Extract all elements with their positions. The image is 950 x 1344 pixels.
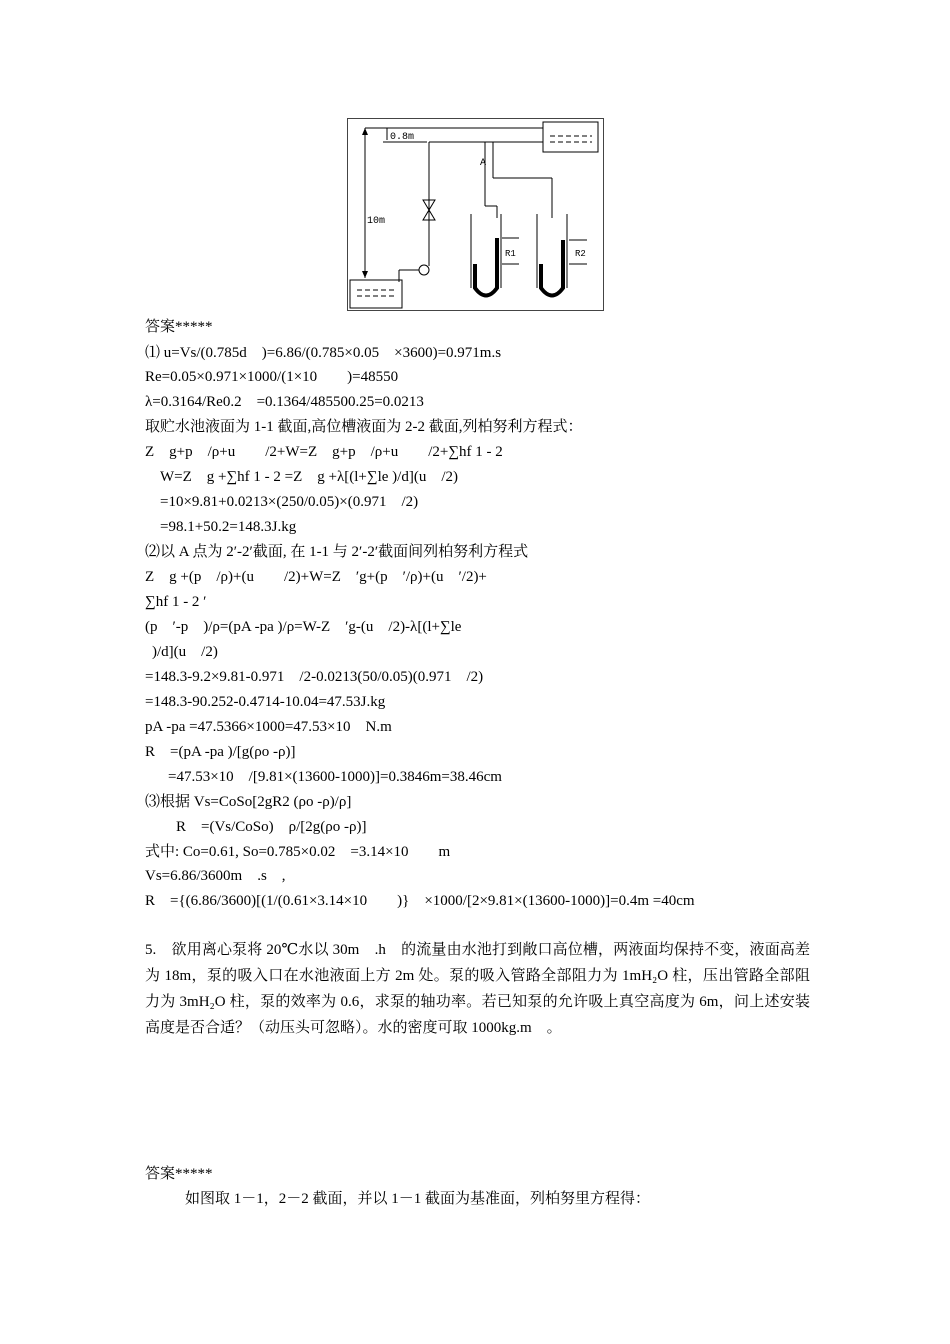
answer-line-16: pA -pa =47.5366×1000=47.53×10 N.m: [145, 719, 392, 735]
answer-line-21: 式中: Co=0.61, So=0.785×0.02 =3.14×10 m: [145, 844, 451, 860]
label-10m: 10m: [367, 216, 386, 227]
label-08m: 0.8m: [390, 132, 415, 143]
answer-heading: 答案*****: [145, 319, 213, 335]
answer-line-5: Z g+p /ρ+u /2+W=Z g+p /ρ+u /2+∑hf 1 - 2: [145, 444, 503, 460]
answer-line-14: =148.3-9.2×9.81-0.971 /2-0.0213(50/0.05)(0.971 /2): [145, 669, 484, 685]
label-r1: R1: [505, 249, 516, 259]
flow-system-diagram: [347, 118, 604, 311]
answer-line-12: (p ′-p )/ρ=(pA -pa )/ρ=W-Z ′g-(u /2)-λ[(l+∑le: [145, 619, 462, 635]
answer-line-20: R =(Vs/CoSo) ρ/[2g(ρo -ρ)]: [176, 819, 367, 835]
answer-line-9: ⑵以 A 点为 2′-2′截面, 在 1-1 与 2′-2′截面间列柏努利方程式: [145, 544, 529, 560]
problem-5-text: 5. 欲用离心泵将 20℃水以 30m .h 的流量由水池打到敞口高位槽，两液面均保持不变，液面高差为 18m，泵的吸入口在水池液面上方 2m 处。泵的吸入管路全部阻力为 1mH₂O 柱，压出管路全部阻力为 3mH₂O 柱，泵的效率为 0.6，求泵的轴功率。若已知泵的允许吸上真空高度为 6m，问上述安装高度是否合适？（动压头可忽略）。水的密度可取 1000kg.m 。: [145, 942, 810, 1036]
label-a: A: [480, 158, 487, 169]
answer-line-15: =148.3-90.252-0.4714-10.04=47.53J.kg: [145, 694, 386, 710]
answer-line-3: λ=0.3164/Re0.2 =0.1364/485500.25=0.0213: [145, 394, 424, 410]
answer-line-2: Re=0.05×0.971×1000/(1×10 )=48550: [145, 369, 399, 385]
answer-line-23: R ={(6.86/3600)[(1/(0.61×3.14×10 )} ×1000/[2×9.81×(13600-1000)]=0.4m =40cm: [145, 893, 695, 909]
answer-line-10: Z g +(p /ρ)+(u /2)+W=Z ′g+(p ′/ρ)+(u ′/2)+: [145, 569, 487, 585]
answer-line-7: =10×9.81+0.0213×(250/0.05)×(0.971 /2): [160, 494, 419, 510]
answer-line-8: =98.1+50.2=148.3J.kg: [160, 519, 297, 535]
answer-line-1: ⑴ u=Vs/(0.785d )=6.86/(0.785×0.05 ×3600)=0.971m.s: [145, 345, 502, 361]
answer-line-6: W=Z g +∑hf 1 - 2 =Z g +λ[(l+∑le )/d](u /2): [160, 469, 458, 485]
label-r2: R2: [575, 249, 586, 259]
answer-line-13: )/d](u /2): [152, 644, 218, 660]
answer-line-18: =47.53×10 /[9.81×(13600-1000)]=0.3846m=38.46cm: [168, 769, 502, 785]
answer2-line-1: 如图取 1－1，2－2 截面，并以 1－1 截面为基准面，列柏努里方程得：: [185, 1191, 651, 1207]
answer-line-11: ∑hf 1 - 2 ′: [145, 594, 207, 610]
answer-line-22: Vs=6.86/3600m .s ,: [145, 868, 286, 884]
answer-line-4: 取贮水池液面为 1-1 截面,高位槽液面为 2-2 截面,列柏努利方程式：: [145, 419, 583, 435]
answer-line-17: R =(pA -pa )/[g(ρo -ρ)]: [145, 744, 296, 760]
answer-line-19: ⑶根据 Vs=CoSo[2gR2 (ρo -ρ)/ρ]: [145, 794, 352, 810]
answer2-heading: 答案*****: [145, 1166, 213, 1182]
